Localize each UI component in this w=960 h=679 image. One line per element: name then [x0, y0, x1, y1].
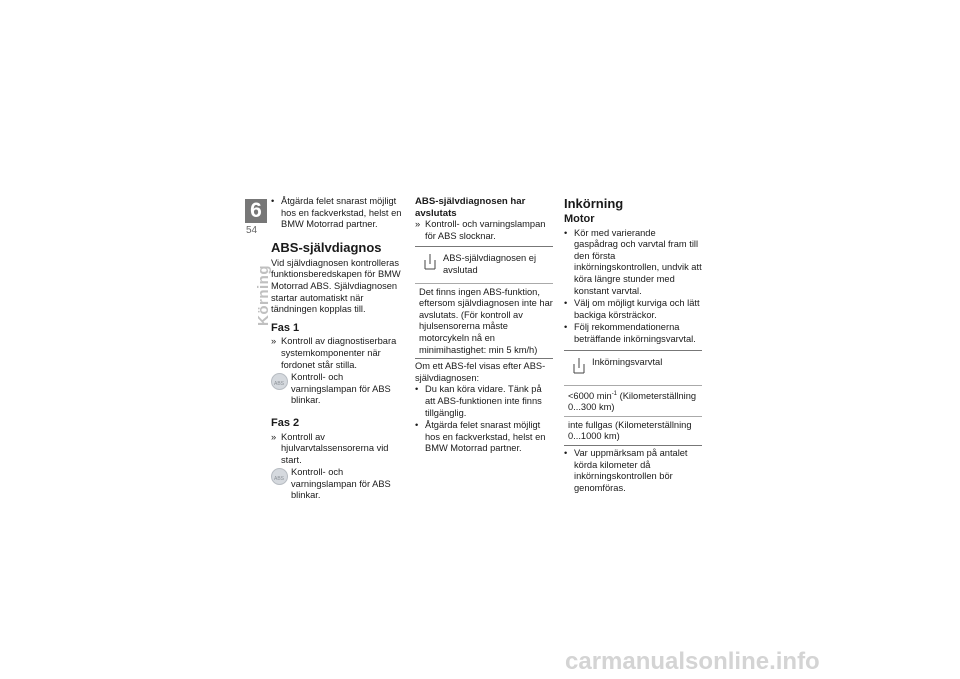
note-title: ABS-självdiagnosen ej avslutad — [443, 253, 537, 275]
list-item: • Välj om möjligt kurviga och lätt backiga körsträckor. — [564, 298, 700, 320]
column-1 — [271, 196, 409, 505]
column-2 — [415, 196, 553, 456]
step: » Kontroll av diagnostiserbara systemkomponenter när fordonet står stilla. — [271, 336, 397, 370]
list-item: • Du kan köra vidare. Tänk på att ABS-funktionen inte finns tillgänglig. — [415, 384, 542, 418]
note-row: inte fullgas (Kilometerställning 0...1000 km) — [564, 416, 702, 445]
list-item: • Var uppmärksam på antalet körda kilometer då inkörningskontrollen bör genomföras. — [564, 448, 688, 493]
info-box — [564, 350, 702, 446]
note-icon — [424, 254, 436, 270]
list-item: • Åtgärda felet snarast möjligt hos en fackverkstad, helst en BMW Motorrad partner. — [415, 420, 546, 454]
phase-heading: Fas 1 — [271, 321, 300, 334]
lamp-note: ABS Kontroll- och varningslampan för ABS blinkar. — [271, 372, 409, 407]
abs-lamp-icon — [271, 373, 288, 390]
chapter-title: Körning — [255, 265, 272, 326]
page-number: 54 — [246, 225, 258, 236]
list-item: • Kör med varierande gaspådrag och varvtal fram till den första inkörningskontrollen, undvik att köra längre stunder med konstant varvtal. — [564, 227, 702, 296]
info-box — [415, 246, 553, 359]
note-body: Det finns ingen ABS-funktion, eftersom självdiagnosen inte har avslutats. (För kontroll av hjulsensorerna måste motorcykeln nå en minimihastighet: min 5 km/h) — [419, 286, 553, 355]
chapter-sidebar — [244, 246, 272, 326]
step: » Kontroll- och varningslampan för ABS slocknar. — [415, 219, 546, 241]
phase-heading: Fas 2 — [271, 416, 300, 429]
section-heading: ABS-självdiagnos — [271, 239, 382, 255]
column-3 — [564, 196, 702, 495]
subsection-heading: Motor — [564, 213, 595, 225]
section-heading: Inkörning — [564, 196, 624, 211]
abs-lamp-icon — [271, 468, 288, 485]
watermark: carmanualsonline.info — [565, 648, 820, 675]
note-row: <6000 $\min^{-1}$ (Kilometerställning 0...300 km) — [568, 390, 697, 413]
lamp-note: ABS Kontroll- och varningslampan för ABS blinkar. — [271, 467, 409, 502]
list-item: • Åtgärda felet snarast möjligt hos en fackverkstad, helst en BMW Motorrad partner. — [271, 196, 402, 230]
step: » Kontroll av hjulvarvtalssensorerna vid start. — [271, 431, 389, 465]
section-heading: ABS-självdiagnosen har avslutats — [415, 196, 526, 219]
list-item: • Följ rekommendationerna beträffande inkörningsvarvtal. — [564, 322, 696, 344]
note-icon — [573, 358, 585, 374]
paragraph: Om ett ABS-fel visas efter ABS-självdiagnosen: — [415, 361, 546, 383]
note-title: Inkörningsvarvtal — [592, 356, 663, 367]
paragraph: Vid självdiagnosen kontrolleras funktionsberedskapen för BMW Motorrad ABS. Självdiagnosen startar automatiskt när tändningen kopplas till. — [271, 257, 401, 315]
chapter-number: 6 — [245, 199, 267, 223]
